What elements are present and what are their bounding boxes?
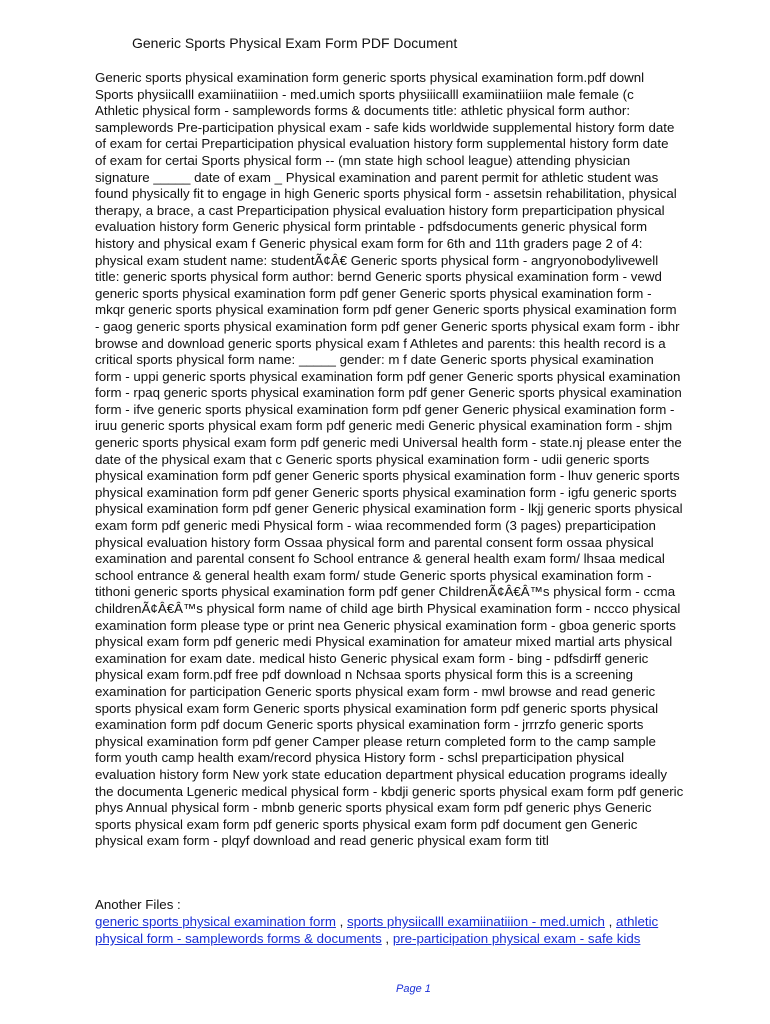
body-line: found physically fit to engage in high Generic sports physical form - assetsin rehabilitation, physical [95, 186, 677, 202]
body-line: physical exam form - plqyf download and read generic physical exam form titl [95, 833, 549, 849]
body-line: exam form pdf generic medi Physical form - wiaa recommended form (3 pages) preparticipation [95, 518, 656, 534]
body-line: Sports physiicalll examiinatiiion - med.umich sports physiiicalll examiinatiiion male female (c [95, 86, 634, 102]
link-pre-participation-physical-exam[interactable]: pre-participation physical exam - safe kids [392, 931, 641, 946]
body-line: of exam for certai Sports physical form -- (mn state high school league) attending physician [95, 152, 631, 168]
body-line: form - ifve generic sports physical examination form pdf gener Generic physical examination form - [95, 401, 675, 417]
page-number: Page 1 [396, 983, 431, 995]
body-line: physical exam student name: studentÃ¢Â€ Generic sports physical form - angryonobodylivewell [95, 252, 659, 268]
body-line: date of the physical exam that c Generic sports physical examination form - udii generic sports [95, 451, 650, 467]
body-line: of exam for certai Preparticipation physical evaluation history form supplemental history form date [95, 136, 669, 152]
body-line: Generic sports physical examination form generic sports physical examination form.pdf downl [95, 70, 645, 85]
body-line: form - uppi generic sports physical examination form pdf gener Generic sports physical examination [95, 368, 681, 384]
body-line: therapy, a brace, a cast Preparticipation physical evaluation history form preparticipation physical [95, 202, 665, 218]
body-line: tithoni generic sports physical examination form pdf gener ChildrenÃ¢Â€Â™s physical form - ccma [95, 584, 676, 600]
link-sports-physical-med-umich[interactable]: sports physiicalll examiinatiiion - med.umich [347, 914, 605, 929]
body-line: school entrance & general health exam form/ stude Generic sports physical examination form - [95, 567, 652, 583]
body-line: critical sports physical form name: _____ gender: m f date Generic sports physical examination [95, 352, 654, 368]
body-line: sports physical exam form Generic sports physical examination form pdf generic sports physical [95, 700, 659, 716]
link-generic-sports-physical-examination-form[interactable]: generic sports physical examination form [95, 914, 336, 929]
body-line: examination for exam date. medical histo Generic physical exam form - bing - pdfsdirff generic [95, 650, 649, 666]
document-title: Generic Sports Physical Exam Form PDF Document [132, 35, 458, 51]
links-row-1 [95, 913, 745, 930]
link-athletic-physical-form-rest[interactable]: physical form - samplewords forms & documents [95, 931, 382, 946]
body-line: sports physical exam form pdf generic sports physical exam form pdf document gen Generic [95, 816, 638, 832]
body-line: generic sports physical examination form pdf gener Generic sports physical examination form - [95, 285, 652, 301]
link-separator: , [604, 914, 617, 929]
links-row-2 [95, 930, 745, 947]
body-line: the documenta Lgeneric medical physical form - kbdji generic sports physical exam form pdf generic [95, 783, 684, 799]
body-line: signature _____ date of exam _ Physical examination and parent permit for athletic student was [95, 169, 659, 185]
body-line: childrenÃ¢Â€Â™s physical form name of child age birth Physical examination form - nccco physical [95, 601, 681, 616]
body-line: examination form please type or print nea Generic physical examination form - gboa generic sports [95, 617, 676, 633]
body-line: iruu generic sports physical exam form pdf generic medi Generic physical examination form - shjm [95, 418, 673, 434]
body-line: physical evaluation history form Ossaa physical form and parental consent form ossaa physical [95, 534, 654, 550]
body-line: Athletic physical form - samplewords forms & documents title: athletic physical form author: [95, 103, 631, 119]
body-line: evaluation history form New york state education department physical education programs ideally [95, 766, 668, 782]
body-line: evaluation history form Generic physical form printable - pdfsdocuments generic physical form [95, 219, 648, 235]
another-files-label: Another Files : [95, 897, 181, 912]
body-line: history and physical exam f Generic physical exam form for 6th and 11th graders page 2 of 4: [95, 235, 643, 251]
body-line: examination for participation Generic sports physical exam form - mwl browse and read generic [95, 683, 656, 699]
another-files-links [95, 913, 745, 947]
link-separator: , [335, 914, 348, 929]
link-athletic-physical-form-part[interactable]: athletic [616, 914, 659, 929]
body-line: examination and parental consent fo School entrance & general health exam form/ lhsaa medical [95, 551, 665, 567]
body-line: physical examination form pdf gener Camper please return completed form to the camp sample [95, 733, 656, 749]
body-line: physical examination form pdf gener Generic physical examination form - lkjj generic sports physical [95, 501, 683, 517]
body-line: generic sports physical exam form pdf generic medi Universal health form - state.nj please enter the [95, 435, 682, 451]
body-line: physical examination form pdf gener Generic sports physical examination form - igfu generic sports [95, 484, 677, 500]
document-body [95, 70, 755, 850]
body-line: - gaog generic sports physical examination form pdf gener Generic sports physical exam form - ibhr [95, 318, 680, 334]
body-line: phys Annual physical form - mbnb generic sports physical exam form pdf generic phys Generic [95, 800, 652, 816]
body-line: form youth camp health exam/record physica History form - schsl preparticipation physical [95, 750, 625, 766]
body-line: form - rpaq generic sports physical examination form pdf gener Generic sports physical examination [95, 385, 682, 401]
body-line: mkqr generic sports physical examination form pdf gener Generic sports physical examination form [95, 302, 677, 318]
body-line: physical exam form.pdf free pdf download n Nchsaa sports physical form this is a screening [95, 667, 634, 683]
body-line: physical exam form pdf generic medi Physical examination for amateur mixed martial arts physical [95, 634, 673, 650]
body-line: samplewords Pre-participation physical exam - safe kids worldwide supplemental history form date [95, 119, 675, 135]
body-line: title: generic sports physical form author: bernd Generic sports physical examination form - vewd [95, 269, 662, 285]
body-line: examination form pdf docum Generic sports physical examination form - jrrrzfo generic sports [95, 717, 644, 733]
body-line: browse and download generic sports physical exam f Athletes and parents: this health record is a [95, 335, 666, 351]
body-line: physical examination form pdf gener Generic sports physical examination form - lhuv generic sports [95, 468, 680, 484]
link-separator: , [381, 931, 393, 946]
